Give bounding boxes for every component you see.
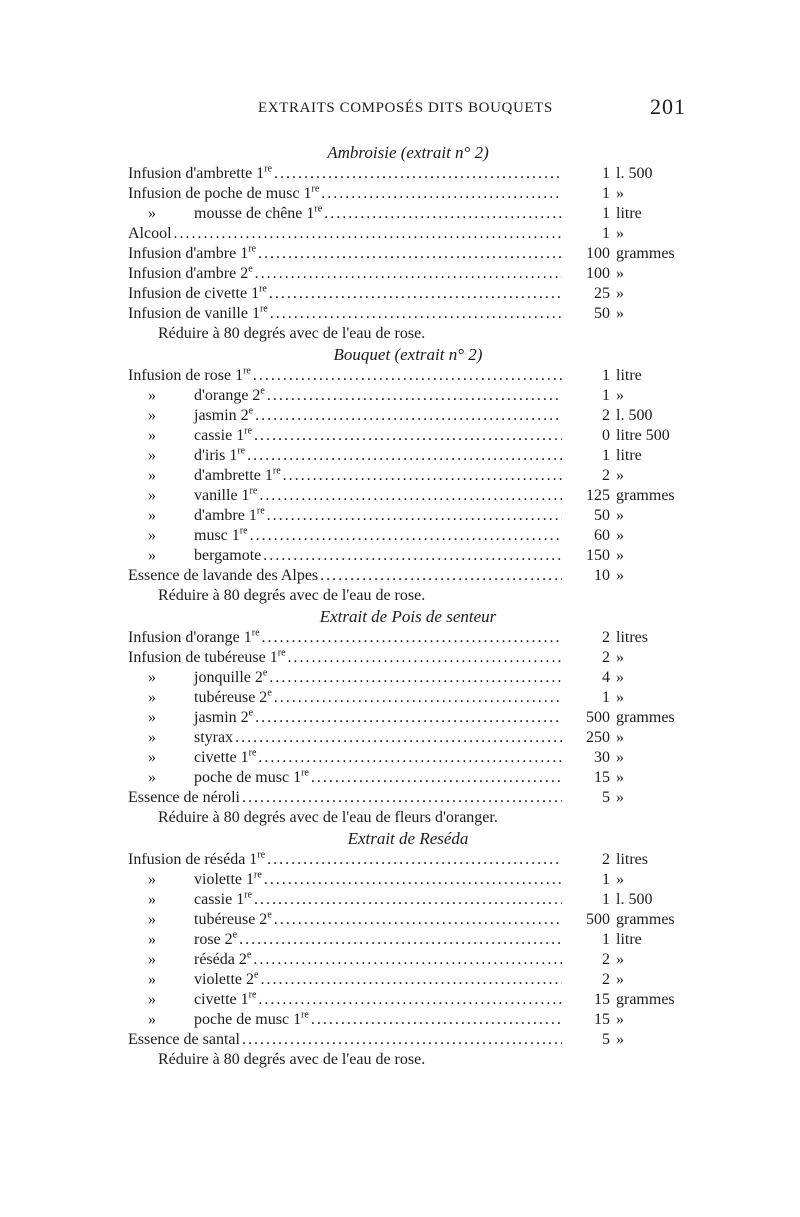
ingredient-leader — [128, 406, 562, 426]
dot-leader — [237, 930, 562, 950]
dot-leader — [267, 668, 562, 688]
ingredient-row — [128, 890, 688, 910]
ingredient-name: Infusion de civette 1re — [128, 284, 267, 302]
dot-leader — [272, 688, 562, 708]
ingredient-name: Infusion d'ambre 1re — [128, 244, 256, 262]
ingredient-unit: » — [616, 387, 624, 404]
ditto-mark: » — [148, 669, 156, 686]
dot-leader — [286, 648, 562, 668]
ingredient-leader — [128, 386, 562, 406]
ingredient-quantity: 2 — [602, 971, 610, 988]
ingredient-quantity: 1 — [602, 387, 610, 404]
ingredient-leader — [128, 768, 562, 788]
dot-leader — [319, 184, 562, 204]
ingredient-name: tubéreuse 2e — [194, 910, 272, 928]
ingredient-name: Infusion de réséda 1re — [128, 850, 266, 868]
ingredient-row — [128, 850, 688, 870]
ditto-mark: » — [148, 689, 156, 706]
ingredient-row — [128, 526, 688, 546]
ingredient-leader — [128, 628, 562, 648]
ingredient-row — [128, 768, 688, 788]
ingredient-unit: » — [616, 527, 624, 544]
ingredient-row — [128, 668, 688, 688]
ingredient-row — [128, 164, 688, 184]
recipe-section — [128, 142, 688, 344]
ingredient-leader — [128, 204, 562, 224]
ingredient-row — [128, 628, 688, 648]
ingredient-name: Infusion de vanille 1re — [128, 304, 268, 322]
ingredient-quantity: 60 — [594, 527, 610, 544]
ingredient-row — [128, 970, 688, 990]
ingredient-name: jasmin 2e — [194, 406, 254, 424]
dot-leader — [318, 566, 562, 586]
ditto-mark: » — [148, 507, 156, 524]
ditto-mark: » — [148, 1011, 156, 1028]
ingredient-name: civette 1re — [194, 748, 257, 766]
ingredient-unit: » — [616, 871, 624, 888]
ingredient-name: cassie 1re — [194, 426, 252, 444]
ingredient-name: musc 1re — [194, 526, 248, 544]
ingredient-row — [128, 264, 688, 284]
ingredient-name: d'ambrette 1re — [194, 466, 281, 484]
ingredient-unit: litre — [616, 931, 642, 948]
ingredient-quantity: 2 — [602, 851, 610, 868]
ingredient-leader — [128, 366, 562, 386]
ingredient-quantity: 4 — [602, 669, 610, 686]
ingredient-row — [128, 688, 688, 708]
ingredient-name: mousse de chêne 1re — [194, 204, 323, 222]
ingredient-unit: litre — [616, 205, 642, 222]
dot-leader — [309, 768, 562, 788]
ingredient-leader — [128, 910, 562, 930]
ingredient-name: Infusion d'ambrette 1re — [128, 164, 272, 182]
ingredient-unit: l. 500 — [616, 891, 653, 908]
recipe-section — [128, 344, 688, 606]
dot-leader — [252, 890, 562, 910]
ingredient-unit: » — [616, 689, 624, 706]
page-number: 201 — [650, 94, 686, 119]
dot-leader — [272, 910, 562, 930]
ingredient-unit: » — [616, 951, 624, 968]
dot-leader — [256, 990, 562, 1010]
dot-leader — [233, 728, 562, 748]
ditto-mark: » — [148, 467, 156, 484]
ingredient-name: poche de musc 1re — [194, 768, 309, 786]
ingredient-unit: » — [616, 1011, 624, 1028]
section-note: Réduire à 80 degrés avec de l'eau de rose. — [158, 1051, 426, 1068]
ditto-mark: » — [148, 729, 156, 746]
ingredient-leader — [128, 708, 562, 728]
ditto-mark: » — [148, 911, 156, 928]
dot-leader — [265, 850, 562, 870]
ingredient-row — [128, 224, 688, 244]
dot-leader — [251, 366, 562, 386]
dot-leader — [322, 204, 562, 224]
dot-leader — [257, 486, 562, 506]
ingredient-leader — [128, 1010, 562, 1030]
ingredient-row — [128, 386, 688, 406]
ingredient-name: d'ambre 1re — [194, 506, 265, 524]
ingredient-name: jonquille 2e — [194, 668, 268, 686]
ingredient-quantity: 5 — [602, 789, 610, 806]
ingredient-quantity: 2 — [602, 629, 610, 646]
ingredient-quantity: 1 — [602, 205, 610, 222]
ingredient-quantity: 2 — [602, 649, 610, 666]
ingredient-leader — [128, 668, 562, 688]
ingredient-name: Essence de néroli — [128, 789, 240, 806]
ingredient-leader — [128, 184, 562, 204]
section-title: Ambroisie (extrait n° 2) — [327, 143, 489, 162]
ingredient-name: Essence de lavande des Alpes — [128, 567, 319, 584]
ingredient-row — [128, 546, 688, 566]
ingredient-leader — [128, 164, 562, 184]
ingredient-leader — [128, 890, 562, 910]
ingredient-row — [128, 566, 688, 586]
section-title: Extrait de Pois de senteur — [319, 607, 497, 626]
ingredient-quantity: 2 — [602, 467, 610, 484]
ingredient-leader — [128, 970, 562, 990]
ingredient-unit: » — [616, 265, 624, 282]
dot-leader — [265, 386, 562, 406]
ditto-mark: » — [148, 709, 156, 726]
ingredient-quantity: 1 — [602, 367, 610, 384]
ingredient-row — [128, 910, 688, 930]
ingredient-unit: litre — [616, 447, 642, 464]
ditto-mark: » — [148, 931, 156, 948]
ingredient-name: civette 1re — [194, 990, 257, 1008]
dot-leader — [253, 708, 562, 728]
ingredient-name: réséda 2e — [194, 950, 252, 968]
ingredient-leader — [128, 788, 562, 808]
ingredient-leader — [128, 426, 562, 446]
ingredient-unit: » — [616, 185, 624, 202]
dot-leader — [265, 506, 562, 526]
ingredient-row — [128, 990, 688, 1010]
ingredient-leader — [128, 526, 562, 546]
ingredient-row — [128, 284, 688, 304]
section-title: Bouquet (extrait n° 2) — [333, 345, 483, 364]
ingredient-name: rose 2e — [194, 930, 238, 948]
dot-leader — [240, 1030, 562, 1050]
ingredient-row — [128, 708, 688, 728]
ingredient-row — [128, 406, 688, 426]
dot-leader — [251, 950, 562, 970]
section-title: Extrait de Reséda — [347, 829, 469, 848]
ingredient-unit: litres — [616, 629, 648, 646]
ingredient-unit: » — [616, 729, 624, 746]
ingredient-row — [128, 950, 688, 970]
ingredient-name: Infusion de tubéreuse 1re — [128, 648, 286, 666]
dot-leader — [253, 264, 562, 284]
ingredient-row — [128, 748, 688, 768]
ditto-mark: » — [148, 407, 156, 424]
ingredient-quantity: 30 — [594, 749, 610, 766]
ingredient-unit: » — [616, 649, 624, 666]
dot-leader — [256, 244, 562, 264]
ingredient-quantity: 500 — [586, 911, 610, 928]
ingredient-quantity: 1 — [602, 165, 610, 182]
ingredient-quantity: 50 — [594, 507, 610, 524]
ingredient-quantity: 1 — [602, 447, 610, 464]
ingredient-unit: litre 500 — [616, 427, 670, 444]
section-note: Réduire à 80 degrés avec de l'eau de rose. — [158, 325, 426, 342]
dot-leader — [260, 628, 562, 648]
ingredient-quantity: 1 — [602, 185, 610, 202]
ingredient-name: Infusion d'ambre 2e — [128, 264, 253, 282]
ingredient-quantity: 5 — [602, 1031, 610, 1048]
ingredient-name: poche de musc 1re — [194, 1010, 309, 1028]
ingredient-unit: » — [616, 749, 624, 766]
ingredient-name: violette 2e — [194, 970, 259, 988]
ingredient-quantity: 100 — [586, 265, 610, 282]
ingredient-leader — [128, 546, 562, 566]
ingredient-name: Infusion d'orange 1re — [128, 628, 260, 646]
ingredient-row — [128, 446, 688, 466]
ingredient-leader — [128, 566, 562, 586]
dot-leader — [172, 224, 562, 244]
ingredient-unit: l. 500 — [616, 165, 653, 182]
ingredient-quantity: 1 — [602, 871, 610, 888]
ingredient-leader — [128, 648, 562, 668]
ingredient-name: cassie 1re — [194, 890, 252, 908]
ingredient-leader — [128, 870, 562, 890]
ingredient-name: vanille 1re — [194, 486, 258, 504]
dot-leader — [268, 304, 562, 324]
ingredient-leader — [128, 930, 562, 950]
ingredient-leader — [128, 506, 562, 526]
ingredient-row — [128, 204, 688, 224]
section-note: Réduire à 80 degrés avec de l'eau de rose. — [158, 587, 426, 604]
ingredient-leader — [128, 688, 562, 708]
section-note: Réduire à 80 degrés avec de l'eau de fleurs d'oranger. — [158, 809, 498, 826]
ingredient-unit: grammes — [616, 245, 675, 262]
ingredient-row — [128, 728, 688, 748]
ingredient-name: d'orange 2e — [194, 386, 265, 404]
dot-leader — [256, 748, 562, 768]
ingredient-unit: grammes — [616, 911, 675, 928]
ingredient-unit: » — [616, 1031, 624, 1048]
dot-leader — [248, 526, 562, 546]
dot-leader — [258, 970, 562, 990]
ingredient-quantity: 1 — [602, 931, 610, 948]
ingredient-unit: » — [616, 669, 624, 686]
ingredient-leader — [128, 284, 562, 304]
ingredient-leader — [128, 304, 562, 324]
ditto-mark: » — [148, 871, 156, 888]
ingredient-quantity: 500 — [586, 709, 610, 726]
ingredient-leader — [128, 446, 562, 466]
ingredient-unit: » — [616, 285, 624, 302]
page-header — [130, 94, 686, 122]
ditto-mark: » — [148, 487, 156, 504]
ingredient-row — [128, 1010, 688, 1030]
ingredient-quantity: 125 — [586, 487, 610, 504]
ingredient-unit: litre — [616, 367, 642, 384]
ingredient-quantity: 1 — [602, 891, 610, 908]
ingredient-quantity: 50 — [594, 305, 610, 322]
ingredient-unit: » — [616, 769, 624, 786]
ingredient-unit: » — [616, 507, 624, 524]
ingredient-unit: » — [616, 567, 624, 584]
ingredient-leader — [128, 748, 562, 768]
recipe-list — [128, 142, 688, 1070]
ditto-mark: » — [148, 991, 156, 1008]
ingredient-row — [128, 466, 688, 486]
ingredient-leader — [128, 850, 562, 870]
running-title: EXTRAITS COMPOSÉS DITS BOUQUETS — [258, 100, 553, 116]
ingredient-leader — [128, 728, 562, 748]
ingredient-name: d'iris 1re — [194, 446, 246, 464]
ingredient-name: jasmin 2e — [194, 708, 254, 726]
ingredient-row — [128, 788, 688, 808]
dot-leader — [261, 546, 562, 566]
ditto-mark: » — [148, 891, 156, 908]
ingredient-name: Essence de santal — [128, 1031, 240, 1048]
ingredient-quantity: 100 — [586, 245, 610, 262]
ingredient-row — [128, 366, 688, 386]
ingredient-leader — [128, 950, 562, 970]
dot-leader — [240, 788, 562, 808]
recipe-section — [128, 828, 688, 1070]
ingredient-leader — [128, 990, 562, 1010]
ingredient-row — [128, 506, 688, 526]
ingredient-quantity: 15 — [594, 991, 610, 1008]
ingredient-leader — [128, 244, 562, 264]
dot-leader — [262, 870, 562, 890]
dot-leader — [252, 426, 562, 446]
ingredient-name: tubéreuse 2e — [194, 688, 272, 706]
ingredient-quantity: 1 — [602, 689, 610, 706]
ditto-mark: » — [148, 769, 156, 786]
ingredient-quantity: 1 — [602, 225, 610, 242]
ingredient-name: Infusion de poche de musc 1re — [128, 184, 320, 202]
ingredient-quantity: 25 — [594, 285, 610, 302]
ditto-mark: » — [148, 749, 156, 766]
ingredient-unit: » — [616, 547, 624, 564]
ingredient-quantity: 150 — [586, 547, 610, 564]
ingredient-name: Infusion de rose 1re — [128, 366, 251, 384]
ingredient-unit: » — [616, 305, 624, 322]
ingredient-row — [128, 426, 688, 446]
ingredient-unit: grammes — [616, 487, 675, 504]
ingredient-unit: » — [616, 225, 624, 242]
ditto-mark: » — [148, 427, 156, 444]
ingredient-row — [128, 648, 688, 668]
recipe-section — [128, 606, 688, 828]
ditto-mark: » — [148, 527, 156, 544]
ingredient-leader — [128, 486, 562, 506]
ingredient-unit: l. 500 — [616, 407, 653, 424]
dot-leader — [272, 164, 562, 184]
ingredient-quantity: 15 — [594, 1011, 610, 1028]
ingredient-row — [128, 184, 688, 204]
ingredient-unit: » — [616, 467, 624, 484]
dot-leader — [253, 406, 562, 426]
ingredient-quantity: 15 — [594, 769, 610, 786]
ingredient-leader — [128, 264, 562, 284]
ingredient-name: styrax — [194, 729, 234, 746]
ingredient-row — [128, 486, 688, 506]
dot-leader — [281, 466, 562, 486]
ingredient-quantity: 2 — [602, 407, 610, 424]
dot-leader — [267, 284, 562, 304]
ingredient-row — [128, 304, 688, 324]
dot-leader — [309, 1010, 562, 1030]
ingredient-quantity: 0 — [602, 427, 610, 444]
ingredient-unit: » — [616, 789, 624, 806]
ingredient-quantity: 250 — [586, 729, 610, 746]
ditto-mark: » — [148, 205, 156, 222]
ingredient-unit: grammes — [616, 709, 675, 726]
ingredient-row — [128, 870, 688, 890]
ingredient-name: Alcool — [128, 225, 172, 242]
ingredient-row — [128, 930, 688, 950]
ingredient-row — [128, 244, 688, 264]
ditto-mark: » — [148, 547, 156, 564]
ingredient-unit: » — [616, 971, 624, 988]
ingredient-row — [128, 1030, 688, 1050]
ingredient-name: bergamote — [194, 547, 262, 564]
ingredient-quantity: 2 — [602, 951, 610, 968]
ingredient-leader — [128, 466, 562, 486]
ingredient-unit: grammes — [616, 991, 675, 1008]
ingredient-unit: litres — [616, 851, 648, 868]
dot-leader — [245, 446, 562, 466]
ingredient-quantity: 10 — [594, 567, 610, 584]
ditto-mark: » — [148, 387, 156, 404]
ditto-mark: » — [148, 447, 156, 464]
ditto-mark: » — [148, 951, 156, 968]
ingredient-leader — [128, 1030, 562, 1050]
ingredient-leader — [128, 224, 562, 244]
ingredient-name: violette 1re — [194, 870, 262, 888]
ditto-mark: » — [148, 971, 156, 988]
